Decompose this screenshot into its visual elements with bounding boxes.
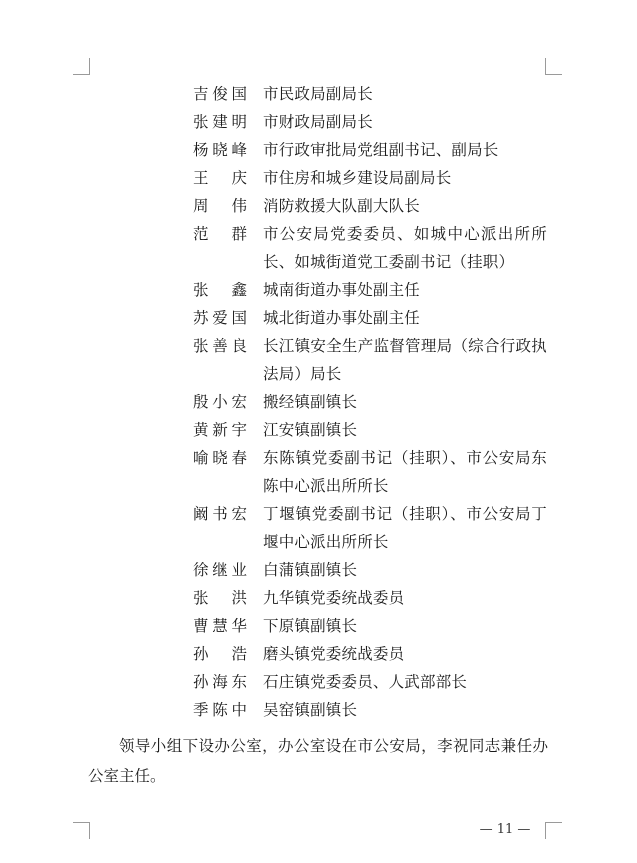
member-name: 季陈中 (193, 701, 247, 719)
member-row (0, 584, 637, 612)
member-role: 市行政审批局党组副书记、副局长 (263, 141, 499, 159)
crop-mark-bottom-right (545, 822, 562, 839)
member-row (0, 388, 637, 416)
member-row (0, 192, 637, 220)
member-row (0, 696, 637, 724)
member-role: 市民政局副局长 (263, 85, 373, 103)
member-row (0, 500, 637, 556)
member-name: 苏爱国 (193, 309, 247, 327)
member-row (0, 668, 637, 696)
member-role: 白蒲镇副镇长 (263, 561, 358, 579)
member-name: 徐继业 (193, 561, 247, 579)
member-role: 搬经镇副镇长 (263, 393, 358, 411)
member-row (0, 276, 637, 304)
member-row (0, 332, 637, 388)
member-role: 城南街道办事处副主任 (263, 281, 421, 299)
member-role: 东陈镇党委副书记（挂职）、市公安局东陈中心派出所所长 (263, 449, 547, 495)
member-role: 九华镇党委统战委员 (263, 589, 405, 607)
member-role: 江安镇副镇长 (263, 421, 358, 439)
member-role: 长江镇安全生产监督管理局（综合行政执法局）局长 (263, 337, 547, 383)
member-name: 孙 浩 (193, 645, 247, 663)
member-row (0, 108, 637, 136)
member-name: 吉俊国 (193, 85, 247, 103)
member-name: 殷小宏 (193, 393, 247, 411)
member-name: 张 洪 (193, 589, 247, 607)
member-name: 阚书宏 (193, 505, 247, 523)
member-row (0, 640, 637, 668)
member-name: 曹慧华 (193, 617, 247, 635)
closing-paragraph: 领导小组下设办公室，办公室设在市公安局，李祝同志兼任办公室主任。 (88, 737, 548, 785)
crop-mark-top-left (73, 58, 90, 75)
member-row (0, 164, 637, 192)
member-role: 市公安局党委委员、如城中心派出所所长、如城街道党工委副书记（挂职） (263, 225, 547, 271)
member-row (0, 220, 637, 276)
member-row (0, 416, 637, 444)
member-name: 杨晓峰 (193, 141, 247, 159)
page-number: — 11 — (479, 822, 531, 837)
crop-mark-top-right (545, 58, 562, 75)
member-row (0, 444, 637, 500)
member-row (0, 612, 637, 640)
crop-mark-bottom-left (73, 822, 90, 839)
member-name: 张善良 (193, 337, 247, 355)
member-role: 市住房和城乡建设局副局长 (263, 169, 452, 187)
member-name: 黄新宇 (193, 421, 247, 439)
member-name: 范 群 (193, 225, 247, 243)
member-role: 磨头镇党委统战委员 (263, 645, 405, 663)
member-role: 消防救援大队副大队长 (263, 197, 421, 215)
member-role: 城北街道办事处副主任 (263, 309, 421, 327)
member-list (0, 80, 637, 724)
member-name: 周 伟 (193, 197, 247, 215)
member-role: 市财政局副局长 (263, 113, 373, 131)
member-role: 石庄镇党委委员、人武部部长 (263, 673, 468, 691)
member-row (0, 80, 637, 108)
member-name: 王 庆 (193, 169, 247, 187)
member-role: 吴窑镇副镇长 (263, 701, 358, 719)
member-role: 下原镇副镇长 (263, 617, 358, 635)
member-row (0, 556, 637, 584)
member-role: 丁堰镇党委副书记（挂职）、市公安局丁堰中心派出所所长 (263, 505, 547, 551)
member-name: 孙海东 (193, 673, 247, 691)
member-name: 张建明 (193, 113, 247, 131)
member-name: 喻晓春 (193, 449, 247, 467)
member-row (0, 136, 637, 164)
member-name: 张 鑫 (193, 281, 247, 299)
member-row (0, 304, 637, 332)
